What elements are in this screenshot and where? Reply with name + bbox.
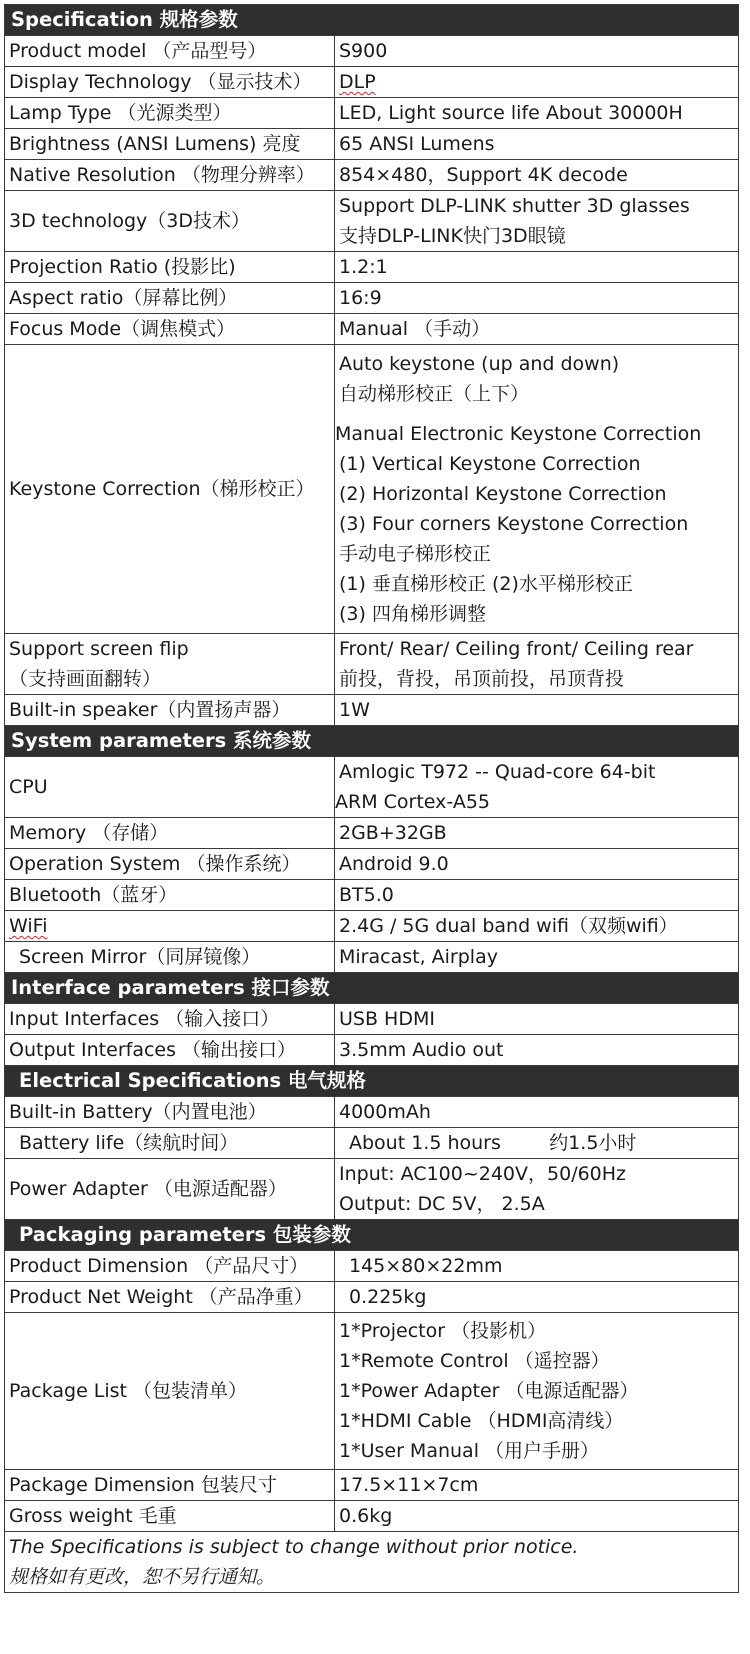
label-line: Support screen flip xyxy=(9,638,189,660)
value-line: (3) Four corners Keystone Correction xyxy=(339,513,689,535)
packaging-row-pkg-dimension xyxy=(5,1470,739,1501)
spec-row-resolution xyxy=(5,160,739,191)
row-label: Built-in Battery（内置电池） xyxy=(5,1097,335,1128)
row-label: Focus Mode（调焦模式） xyxy=(5,314,335,345)
row-value xyxy=(335,634,739,695)
packaging-row-weight xyxy=(5,1282,739,1313)
value-line: (2) Horizontal Keystone Correction xyxy=(339,483,667,505)
label-line: （支持画面翻转） xyxy=(9,668,162,690)
row-label: Power Adapter （电源适配器） xyxy=(5,1159,335,1220)
interface-row-output xyxy=(5,1035,739,1066)
section-title: Specification 规格参数 xyxy=(5,5,739,36)
spec-row-flip xyxy=(5,634,739,695)
section-title: Interface parameters 接口参数 xyxy=(5,973,739,1004)
list-item: 1*Remote Control （遥控器） xyxy=(339,1350,610,1372)
row-label: Product Net Weight （产品净重） xyxy=(5,1282,335,1313)
system-row-wifi xyxy=(5,911,739,942)
row-value: 4000mAh xyxy=(335,1097,739,1128)
row-label: WiFi xyxy=(5,911,335,942)
footnote-line: The Specifications is subject to change without prior notice. xyxy=(9,1536,579,1558)
section-header-specification xyxy=(5,5,739,36)
section-title: System parameters 系统参数 xyxy=(5,726,739,757)
system-row-bluetooth xyxy=(5,880,739,911)
row-value: LED, Light source life About 30000H xyxy=(335,98,739,129)
row-value xyxy=(335,345,739,634)
row-value: 17.5×11×7cm xyxy=(335,1470,739,1501)
electrical-row-battery xyxy=(5,1097,739,1128)
row-label: Operation System （操作系统） xyxy=(5,849,335,880)
row-value: 16:9 xyxy=(335,283,739,314)
row-value: S900 xyxy=(335,36,739,67)
row-label: Package List （包装清单） xyxy=(5,1313,335,1470)
system-row-memory xyxy=(5,818,739,849)
row-label: CPU xyxy=(5,757,335,818)
list-item: 1*Power Adapter （电源适配器） xyxy=(339,1380,639,1402)
list-item: 1*HDMI Cable （HDMI高清线） xyxy=(339,1410,624,1432)
row-value xyxy=(335,1313,739,1470)
row-value: Manual （手动） xyxy=(335,314,739,345)
value-line: 自动梯形校正（上下） xyxy=(339,383,530,405)
spec-table xyxy=(4,4,739,1593)
spec-row-lamp xyxy=(5,98,739,129)
spec-row-display xyxy=(5,67,739,98)
row-value: 1.2:1 xyxy=(335,252,739,283)
row-label: Memory （存储） xyxy=(5,818,335,849)
spec-row-model xyxy=(5,36,739,67)
spec-row-3d xyxy=(5,191,739,252)
system-row-mirror xyxy=(5,942,739,973)
system-row-cpu xyxy=(5,757,739,818)
row-value: 0.225kg xyxy=(335,1282,739,1313)
section-header-packaging xyxy=(5,1220,739,1251)
value-line: ARM Cortex-A55 xyxy=(335,791,490,813)
row-value xyxy=(335,757,739,818)
row-value: 854×480，Support 4K decode xyxy=(335,160,739,191)
section-title: Packaging parameters 包装参数 xyxy=(5,1220,739,1251)
row-value: 2.4G / 5G dual band wifi（双频wifi） xyxy=(335,911,739,942)
row-value: BT5.0 xyxy=(335,880,739,911)
spec-row-brightness xyxy=(5,129,739,160)
row-label: Input Interfaces （输入接口） xyxy=(5,1004,335,1035)
electrical-row-life xyxy=(5,1128,739,1159)
packaging-row-gross xyxy=(5,1501,739,1532)
value-line: Auto keystone (up and down) xyxy=(339,353,620,375)
value-line: (1) Vertical Keystone Correction xyxy=(339,453,641,475)
footnote xyxy=(5,1532,739,1593)
spec-row-ratio xyxy=(5,252,739,283)
row-value: 145×80×22mm xyxy=(335,1251,739,1282)
spec-row-keystone xyxy=(5,345,739,634)
spec-row-aspect xyxy=(5,283,739,314)
value-line: Front/ Rear/ Ceiling front/ Ceiling rear xyxy=(339,638,694,660)
row-label: Aspect ratio（屏幕比例） xyxy=(5,283,335,314)
row-label: Lamp Type （光源类型） xyxy=(5,98,335,129)
row-value: Android 9.0 xyxy=(335,849,739,880)
section-title: Electrical Specifications 电气规格 xyxy=(5,1066,739,1097)
row-label: Battery life（续航时间） xyxy=(5,1128,335,1159)
packaging-row-dimension xyxy=(5,1251,739,1282)
interface-row-input xyxy=(5,1004,739,1035)
row-label: Keystone Correction（梯形校正） xyxy=(5,345,335,634)
row-label: Display Technology （显示技术） xyxy=(5,67,335,98)
row-label: Projection Ratio (投影比) xyxy=(5,252,335,283)
row-value: DLP xyxy=(335,67,739,98)
electrical-row-adapter xyxy=(5,1159,739,1220)
row-value xyxy=(335,191,739,252)
row-label: Built-in speaker（内置扬声器） xyxy=(5,695,335,726)
footnote-row xyxy=(5,1532,739,1593)
row-value: 2GB+32GB xyxy=(335,818,739,849)
row-value xyxy=(335,1159,739,1220)
value-line: 前投，背投，吊顶前投，吊顶背投 xyxy=(339,668,625,690)
value-line: 手动电子梯形校正 xyxy=(339,543,492,565)
section-header-interface xyxy=(5,973,739,1004)
value-line: Support DLP-LINK shutter 3D glasses xyxy=(339,195,690,217)
row-label: Output Interfaces （输出接口） xyxy=(5,1035,335,1066)
value-line: Manual Electronic Keystone Correction xyxy=(335,423,702,445)
section-header-system xyxy=(5,726,739,757)
row-value: 1W xyxy=(335,695,739,726)
spacer xyxy=(339,409,732,419)
packaging-row-list xyxy=(5,1313,739,1470)
spec-sheet xyxy=(4,4,738,1593)
list-item: 1*Projector （投影机） xyxy=(339,1320,547,1342)
row-label: Gross weight 毛重 xyxy=(5,1501,335,1532)
list-item: 1*User Manual （用户手册） xyxy=(339,1440,600,1462)
section-header-electrical xyxy=(5,1066,739,1097)
value-line: (3) 四角梯形调整 xyxy=(339,603,486,625)
value-line: Amlogic T972 -- Quad-core 64-bit xyxy=(339,761,656,783)
row-label: Bluetooth（蓝牙） xyxy=(5,880,335,911)
value-line: 支持DLP-LINK快门3D眼镜 xyxy=(339,225,566,247)
row-label: Screen Mirror（同屏镜像） xyxy=(5,942,335,973)
row-label: Package Dimension 包装尺寸 xyxy=(5,1470,335,1501)
spec-row-focus xyxy=(5,314,739,345)
value-line: Output: DC 5V， 2.5A xyxy=(339,1193,545,1215)
row-value: 0.6kg xyxy=(335,1501,739,1532)
row-value: USB HDMI xyxy=(335,1004,739,1035)
row-label xyxy=(5,634,335,695)
value-line: (1) 垂直梯形校正 (2)水平梯形校正 xyxy=(339,573,633,595)
row-value: 3.5mm Audio out xyxy=(335,1035,739,1066)
row-value: Miracast, Airplay xyxy=(335,942,739,973)
row-value: 65 ANSI Lumens xyxy=(335,129,739,160)
row-label: Product model （产品型号） xyxy=(5,36,335,67)
row-label: Brightness (ANSI Lumens) 亮度 xyxy=(5,129,335,160)
row-value: About 1.5 hours 约1.5小时 xyxy=(335,1128,739,1159)
row-label: Product Dimension （产品尺寸） xyxy=(5,1251,335,1282)
row-label: Native Resolution （物理分辨率） xyxy=(5,160,335,191)
value-line: Input: AC100~240V，50/60Hz xyxy=(339,1163,627,1185)
system-row-os xyxy=(5,849,739,880)
row-label: 3D technology（3D技术） xyxy=(5,191,335,252)
footnote-line: 规格如有更改，恕不另行通知。 xyxy=(9,1566,276,1588)
spec-row-speaker xyxy=(5,695,739,726)
